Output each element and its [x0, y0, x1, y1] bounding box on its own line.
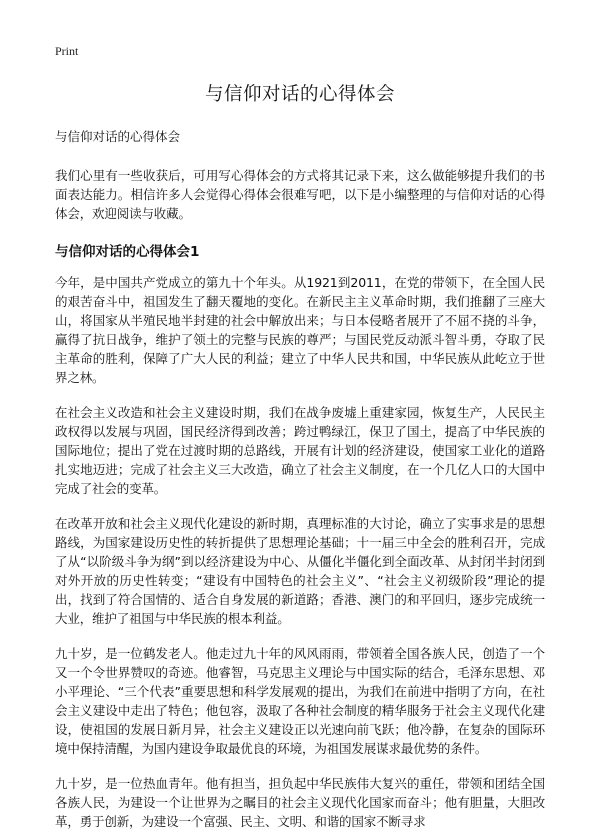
intro-paragraph: 我们心里有一些收获后，可用写心得体会的方式将其记录下来，这么做能够提升我们的书面表达能力。相信许多人会觉得心得体会很难写吧，以下是小编整理的与信仰对话的心得体会，欢迎阅读与收藏。 — [55, 168, 545, 221]
body-paragraph: 今年，是中国共产党成立的第九十个年头。从1921到2011，在党的带领下，在全国人民的艰苦奋斗中，祖国发生了翻天覆地的变化。在新民主主义革命时期，我们推翻了三座大山，将国家从半殖民地半封建的社会中解放出来；与日本侵略者展开了不屈不挠的斗争，赢得了抗日战争，维护了领土的完整与民族的尊严；与国民党反动派斗智斗勇，夺取了民主革命的胜利，保障了广大人民的利益；建立了中华人民共和国，中华民族从此屹立于世界之林。 — [55, 275, 545, 385]
print-link[interactable]: Print — [55, 44, 79, 58]
document-subtitle: 与信仰对话的心得体会 — [55, 129, 181, 144]
page-title: 与信仰对话的心得体会 — [204, 84, 395, 105]
body-paragraph: 在改革开放和社会主义现代化建设的新时期，真理标准的大讨论，确立了实事求是的思想路线，为国家建设历史性的转折提供了思想理论基础；十一届三中全会的胜利召开，完成了从“以阶级斗争为纲”到以经济建设为中心、从僵化半僵化到全面改革、从封闭半封闭到对外开放的历史性转变；“建设有中国特色的社会主义”、“社会主义初级阶段”理论的提出，找到了符合国情的、适合自身发展的新道路；香港、澳门的和平回归，逐步完成统一大业，维护了祖国与中华民族的根本利益。 — [55, 516, 545, 626]
body-paragraph: 九十岁，是一位热血青年。他有担当，担负起中华民族伟大复兴的重任，带领和团结全国各族人民，为建设一个让世界为之瞩目的社会主义现代化国家而奋斗；他有胆量，大胆改革，勇于创新，为建设一个富强、民主、文明、和谐的国家不断寻求 — [55, 776, 545, 829]
body-paragraph: 在社会主义改造和社会主义建设时期，我们在战争废墟上重建家园，恢复生产，人民民主政权得以发展与巩固，国民经济得到改善；跨过鸭绿江，保卫了国土，提高了中华民族的国际地位；提出了党在过渡时期的总路线，开展有计划的经济建设，使国家工业化的道路扎实地迈进；完成了社会主义三大改造，确立了社会主义制度，在一个几亿人口的大国中完成了社会的变革。 — [55, 405, 545, 496]
section-heading: 与信仰对话的心得体会1 — [55, 244, 200, 260]
body-paragraph: 九十岁，是一位鹤发老人。他走过九十年的风风雨雨，带领着全国各族人民，创造了一个又一个令世界赞叹的奇迹。他睿智，马克思主义理论与中国实际的结合，毛泽东思想、邓小平理论、“三个代表”重要思想和科学发展观的提出，为我们在前进中指明了方向，在社会主义建设中走出了特色；他包容，汲取了各种社会制度的精华服务于社会主义现代化建设，使祖国的发展日新月异，社会主义建设正以光速向前飞跃；他冷静，在复杂的国际环境中保持清醒，为国内建设争取最优良的环境，为祖国发展谋求最优势的条件。 — [55, 646, 545, 756]
